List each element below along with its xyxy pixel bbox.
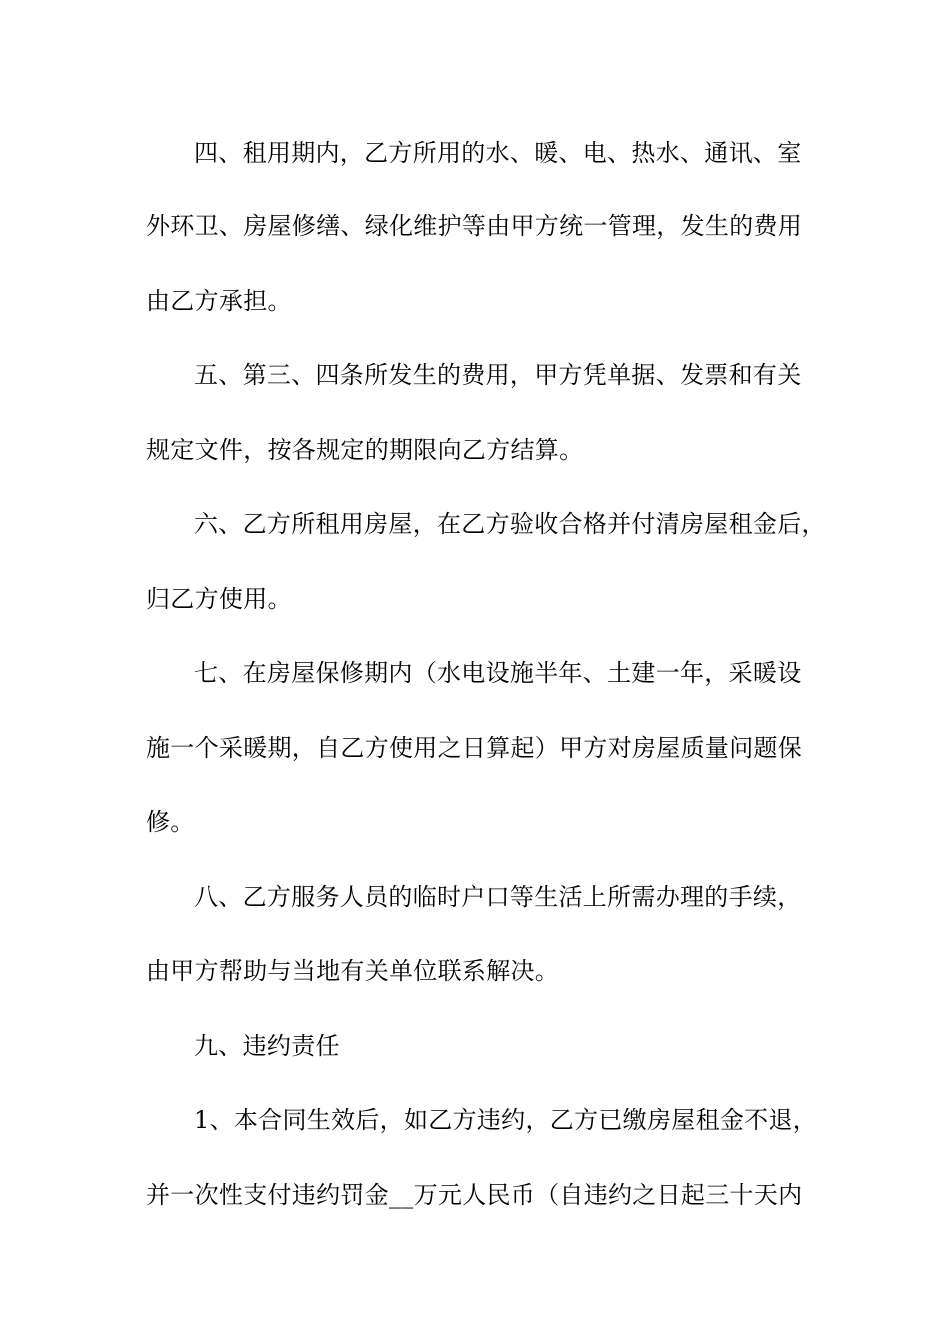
clause-8-line-2: 由甲方帮助与当地有关单位联系解决。 [146, 957, 560, 985]
clause-6-line-1: 六、乙方所租用房屋，在乙方验收合格并付清房屋租金后， [194, 510, 826, 538]
clause-7-line-3: 修。 [146, 808, 195, 836]
clause-9-heading: 九、违约责任 [194, 1032, 340, 1060]
clause-5-line-2: 规定文件，按各规定的期限向乙方结算。 [146, 436, 584, 464]
clause-4-line-2: 外环卫、房屋修缮、绿化维护等由甲方统一管理，发生的费用 [146, 212, 803, 240]
clause-9-1-line-2: 并一次性支付违约罚金__万元人民币（自违约之日起三十天内 [146, 1181, 803, 1209]
clause-7-line-2: 施一个采暖期，自乙方使用之日算起）甲方对房屋质量问题保 [146, 734, 803, 762]
clause-5-line-1: 五、第三、四条所发生的费用，甲方凭单据、发票和有关 [194, 361, 802, 389]
clause-8-line-1: 八、乙方服务人员的临时户口等生活上所需办理的手续， [194, 883, 802, 911]
clause-9-1-line-1: 1、本合同生效后，如乙方违约，乙方已缴房屋租金不退， [194, 1106, 818, 1134]
clause-4-line-1: 四、租用期内，乙方所用的水、暖、电、热水、通讯、室 [194, 139, 802, 167]
clause-4-line-3: 由乙方承担。 [146, 287, 292, 315]
clause-7-line-1: 七、在房屋保修期内（水电设施半年、土建一年，采暖设 [194, 659, 802, 687]
clause-6-line-2: 归乙方使用。 [146, 585, 292, 613]
